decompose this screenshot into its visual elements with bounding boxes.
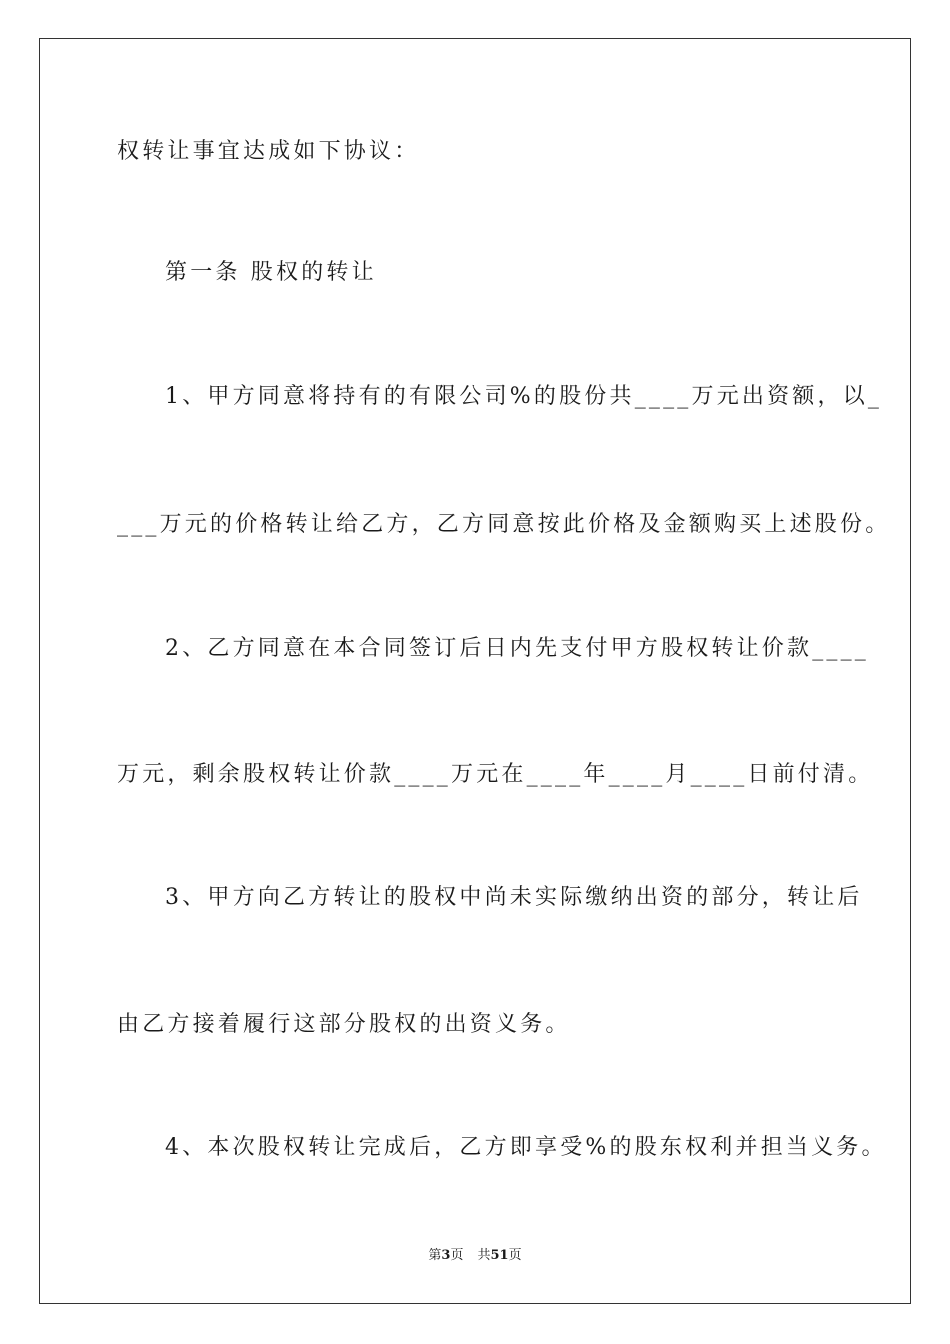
paragraph-line: 4、本次股权转让完成后，乙方即享受%的股东权利并担当义务。 — [165, 1135, 887, 1160]
page-number: 3 — [441, 1248, 451, 1263]
article-heading: 第一条 股权的转让 — [165, 260, 377, 285]
paragraph-line: 万元，剩余股权转让价款____万元在____年____月____日前付清。 — [117, 762, 874, 787]
total-suffix: 页 — [508, 1248, 522, 1263]
page-prefix: 第 — [428, 1248, 442, 1263]
total-prefix: 共 — [477, 1248, 491, 1263]
paragraph-line: 由乙方接着履行这部分股权的出资义务。 — [117, 1012, 571, 1037]
paragraph-line: 1、甲方同意将持有的有限公司%的股份共____万元出资额，以_ — [165, 384, 883, 409]
page-footer — [0, 1247, 950, 1265]
total-pages: 51 — [490, 1248, 509, 1263]
paragraph-line: 3、甲方向乙方转让的股权中尚未实际缴纳出资的部分，转让后 — [165, 885, 863, 910]
paragraph-line: 2、乙方同意在本合同签订后日内先支付甲方股权转让价款____ — [165, 636, 869, 661]
page-border — [39, 38, 911, 1304]
page-suffix: 页 — [450, 1248, 464, 1263]
paragraph-line: 权转让事宜达成如下协议： — [117, 139, 420, 164]
paragraph-line: ___万元的价格转让给乙方，乙方同意按此价格及金额购买上述股份。 — [117, 512, 891, 537]
